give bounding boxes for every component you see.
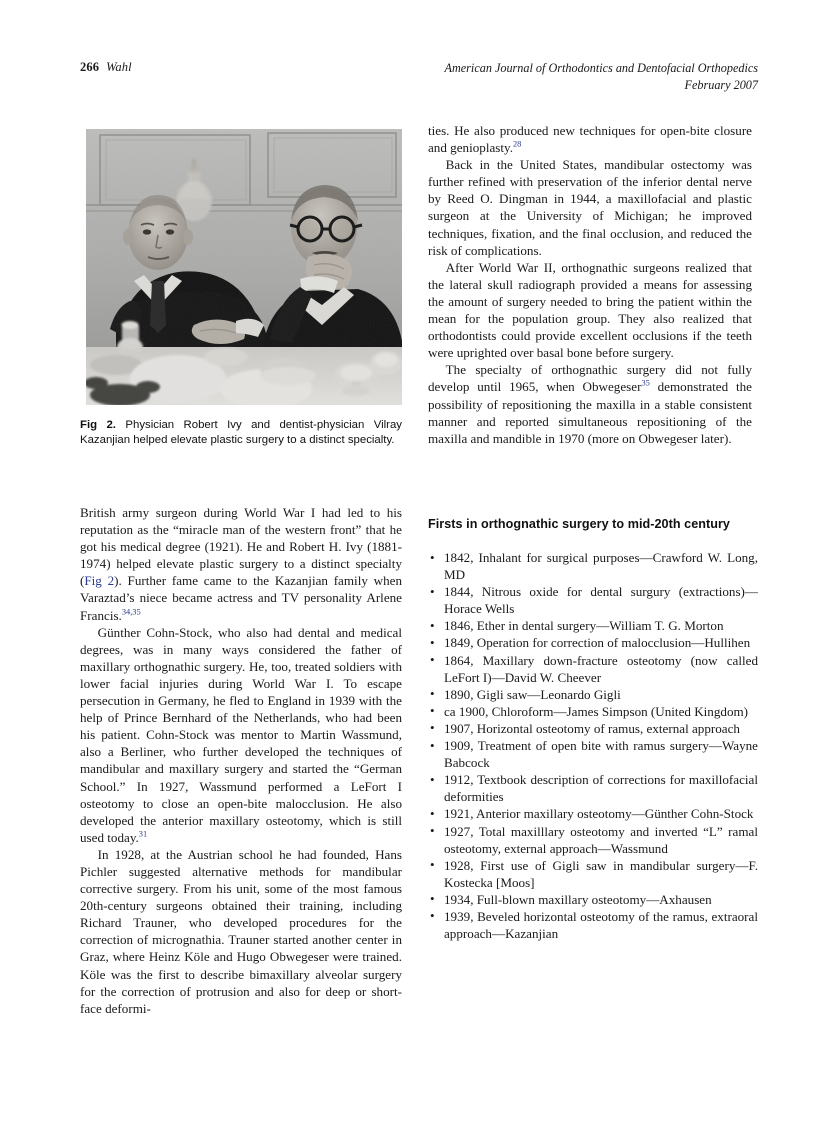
issue-date: February 2007 xyxy=(684,78,758,92)
reference-superscript[interactable]: 35 xyxy=(641,379,650,389)
right-column-body xyxy=(428,122,752,447)
running-head-left xyxy=(80,60,132,75)
paragraph xyxy=(80,624,402,846)
list-item: • 1921, Anterior maxillary osteotomy—Günther Cohn-Stock xyxy=(428,805,758,822)
photo-svg xyxy=(86,129,402,405)
list-item: • 1849, Operation for correction of malocclusion—Hullihen xyxy=(428,634,758,651)
list-item: • 1864, Maxillary down-fracture osteotomy (now called LeFort I)—David W. Cheever xyxy=(428,652,758,686)
figure-2 xyxy=(80,129,402,447)
running-head-author: Wahl xyxy=(106,60,132,74)
text-run: The specialty of orthognathic surgery did not fully develop until 1965, when Obwegeser xyxy=(428,362,752,395)
paragraph xyxy=(80,846,402,1017)
text-run: ties. He also produced new techniques for open-bite closure and genioplasty. xyxy=(428,123,752,156)
text-run: British army surgeon during World War I had led to his reputation as the “miracle man of the western front” that he got his medical degree (1921). He and Robert H. Ivy (1881-1974) helped elevate plastic surgery to a distinct specialty ( xyxy=(80,505,402,589)
figure-caption xyxy=(80,418,402,447)
list-item: • ca 1900, Chloroform—James Simpson (United Kingdom) xyxy=(428,703,758,720)
text-run: Back in the United States, mandibular ostectomy was further refined with preservation of the inferior dental nerve by Reed O. Dingman in 1944, a maxillofacial and plastic surgeon at the University of Michigan; he improved techniques, fixation, and the final occlusion, and reduced the risk of complications. xyxy=(428,157,752,258)
paragraph xyxy=(428,259,752,362)
paragraph xyxy=(428,156,752,259)
text-run: Günther Cohn-Stock, who also had dental and medical degrees, was in many ways considered the father of maxillary orthognathic surgery. He, too, treated soldiers with lower facial injuries during World War I. To escape persecution in Germany, he fled to England in 1939 with the help of Prince Bernhard of the Netherlands, who had been his patient. Cohn-Stock was mentor to Martin Wassmund, also a Berliner, who further developed the techniques of mandibular and maxillary surgery and started the “German School.” In 1927, Wassmund performed a LeFort I osteotomy to close an open-bite malocclusion. He also developed the anterior maxillary osteotomy, which is still used today. xyxy=(80,624,402,845)
reference-superscript[interactable]: 28 xyxy=(512,139,522,149)
text-run: After World War II, orthognathic surgeons realized that the lateral skull radiograph provided a means for assessing the amount of surgery needed to bring the patient within the mean for the population group. They also realized that orthodontists could provide excellent occlusions if the teeth were uprighted over basal bone before surgery. xyxy=(428,259,752,361)
paragraph xyxy=(80,504,402,624)
list-item: • 1890, Gigli saw—Leonardo Gigli xyxy=(428,686,758,703)
list-item: • 1912, Textbook description of corrections for maxillofacial deformities xyxy=(428,771,758,805)
reference-superscript[interactable]: 31 xyxy=(138,829,148,839)
list-item: • 1927, Total maxilllary osteotomy and inverted “L” ramal osteotomy, external approach—Wassmund xyxy=(428,823,758,857)
running-head xyxy=(80,60,758,102)
page-number: 266 xyxy=(80,60,100,74)
text-run: In 1928, at the Austrian school he had founded, Hans Pichler suggested alternative methods for mandibular corrective surgery. From his unit, some of the most famous 20th-century surgeons obtained their training, including Richard Trauner, who developed procedures for the correction of micrognathia. Trauner started another center in Graz, where Heinz Köle and Hugo Obwegeser were trained. Köle was the first to describe bimaxillary alveolar surgery for the correction of protrusion and also for deep or short-face deformi- xyxy=(80,846,402,1016)
list-item: • 1939, Beveled horizontal osteotomy of the ramus, extraoral approach—Kazanjian xyxy=(428,908,758,942)
list-item: • 1907, Horizontal osteotomy of ramus, external approach xyxy=(428,720,758,737)
section-heading: Firsts in orthognathic surgery to mid-20th century xyxy=(428,517,730,531)
firsts-list xyxy=(428,549,758,942)
figure-caption-text: Physician Robert Ivy and dentist-physician Vilray Kazanjian helped elevate plastic surgery to a distinct specialty. xyxy=(80,419,402,446)
list-item: • 1928, First use of Gigli saw in mandibular surgery—F. Kostecka [Moos] xyxy=(428,857,758,891)
text-run: demonstrated the possibility of repositioning the maxilla in a stable consistent manner and reported simultaneous repositioning of the maxilla and mandible in 1970 (more on Obwegeser later). xyxy=(428,379,752,446)
list-item: • 1934, Full-blown maxillary osteotomy—Axhausen xyxy=(428,891,758,908)
figure-cross-reference-link[interactable]: Fig 2 xyxy=(84,573,115,589)
list-item: • 1846, Ether in dental surgery—William T. G. Morton xyxy=(428,617,758,634)
list-item: • 1844, Nitrous oxide for dental surgury (extractions)—Horace Wells xyxy=(428,583,758,617)
figure-photograph xyxy=(86,129,402,405)
text-run: ). Further fame came to the Kazanjian family when Varaztad’s niece became actress and TV personality Arlene Francis. xyxy=(80,573,402,623)
paragraph xyxy=(428,122,752,156)
left-column-body xyxy=(80,504,402,1017)
reference-superscript[interactable]: 34,35 xyxy=(121,607,141,617)
journal-title: American Journal of Orthodontics and Dentofacial Orthopedics xyxy=(444,61,758,75)
list-item: • 1909, Treatment of open bite with ramus surgery—Wayne Babcock xyxy=(428,737,758,771)
list-item: • 1842, Inhalant for surgical purposes—Crawford W. Long, MD xyxy=(428,549,758,583)
figure-label: Fig 2. xyxy=(80,419,116,431)
running-head-right xyxy=(445,60,758,94)
paragraph xyxy=(428,361,752,446)
